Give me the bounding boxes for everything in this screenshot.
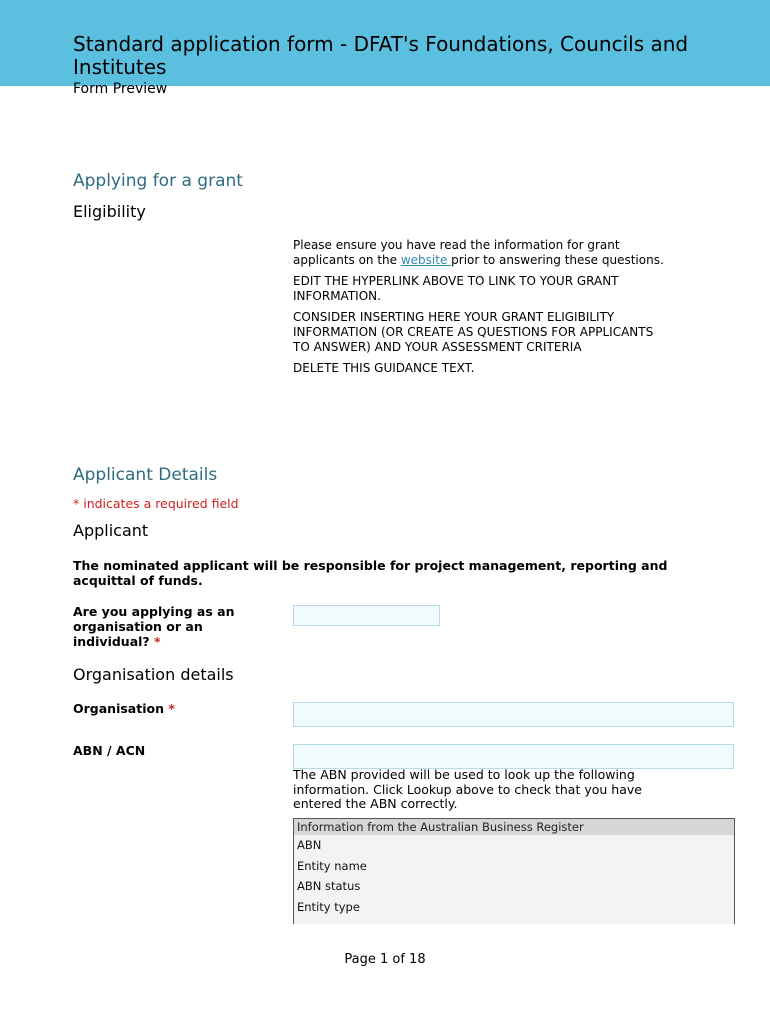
required-marker: * [154,634,161,649]
guidance-p1-after: prior to answering these questions. [451,252,664,267]
guidance-p1-before: Please ensure you have read the information for grant applicants on the [293,238,620,267]
required-field-note: * indicates a required field [73,496,239,511]
subheading-eligibility: Eligibility [73,202,146,221]
section-heading-applicant: Applicant Details [73,465,218,485]
page-title: Standard application form - DFAT's Foundations, Councils and Institutes [73,32,689,79]
guidance-paragraph-2: EDIT THE HYPERLINK ABOVE TO LINK TO YOUR GRANT INFORMATION. [293,274,619,303]
organisation-input[interactable] [293,702,734,727]
guidance-paragraph-4: DELETE THIS GUIDANCE TEXT. [293,361,475,376]
required-marker: * [168,701,175,716]
section-heading-applying: Applying for a grant [73,171,243,191]
abn-info-text: The ABN provided will be used to look up the following information. Click Lookup above to check that you have entered the ABN correctly. [293,767,642,812]
organisation-label-text: Organisation [73,701,164,716]
abn-label: ABN / ACN [73,743,146,758]
page-number: Page 1 of 18 [344,952,426,967]
abr-row-entity-name: Entity name [297,858,367,873]
organisation-label [73,701,253,716]
website-link[interactable]: website [400,252,452,267]
abr-table-header: Information from the Australian Business Register [294,819,734,835]
abr-info-table [293,818,735,924]
guidance-paragraph-3: CONSIDER INSERTING HERE YOUR GRANT ELIGIBILITY INFORMATION (OR CREATE AS QUESTIONS FOR APPLICANTS TO ANSWER) AND YOUR ASSESSMENT CRITERIA [293,310,654,354]
guidance-paragraph-1 [293,238,673,267]
abr-row-abn-status: ABN status [297,879,361,893]
applying-as-label [73,604,253,649]
abr-row-abn: ABN [297,838,322,852]
guidance-text [293,238,673,383]
page-subtitle: Form Preview [73,81,168,97]
abn-input[interactable] [293,744,734,769]
subheading-applicant: Applicant [73,521,149,540]
applying-as-select[interactable] [293,605,440,626]
applicant-responsibility-note: The nominated applicant will be responsible for project management, reporting and acquittal of funds. [73,558,668,588]
applying-as-label-text: Are you applying as an organisation or an individual? [73,604,235,649]
subheading-organisation-details: Organisation details [73,665,234,684]
abr-row-entity-type: Entity type [297,899,360,914]
